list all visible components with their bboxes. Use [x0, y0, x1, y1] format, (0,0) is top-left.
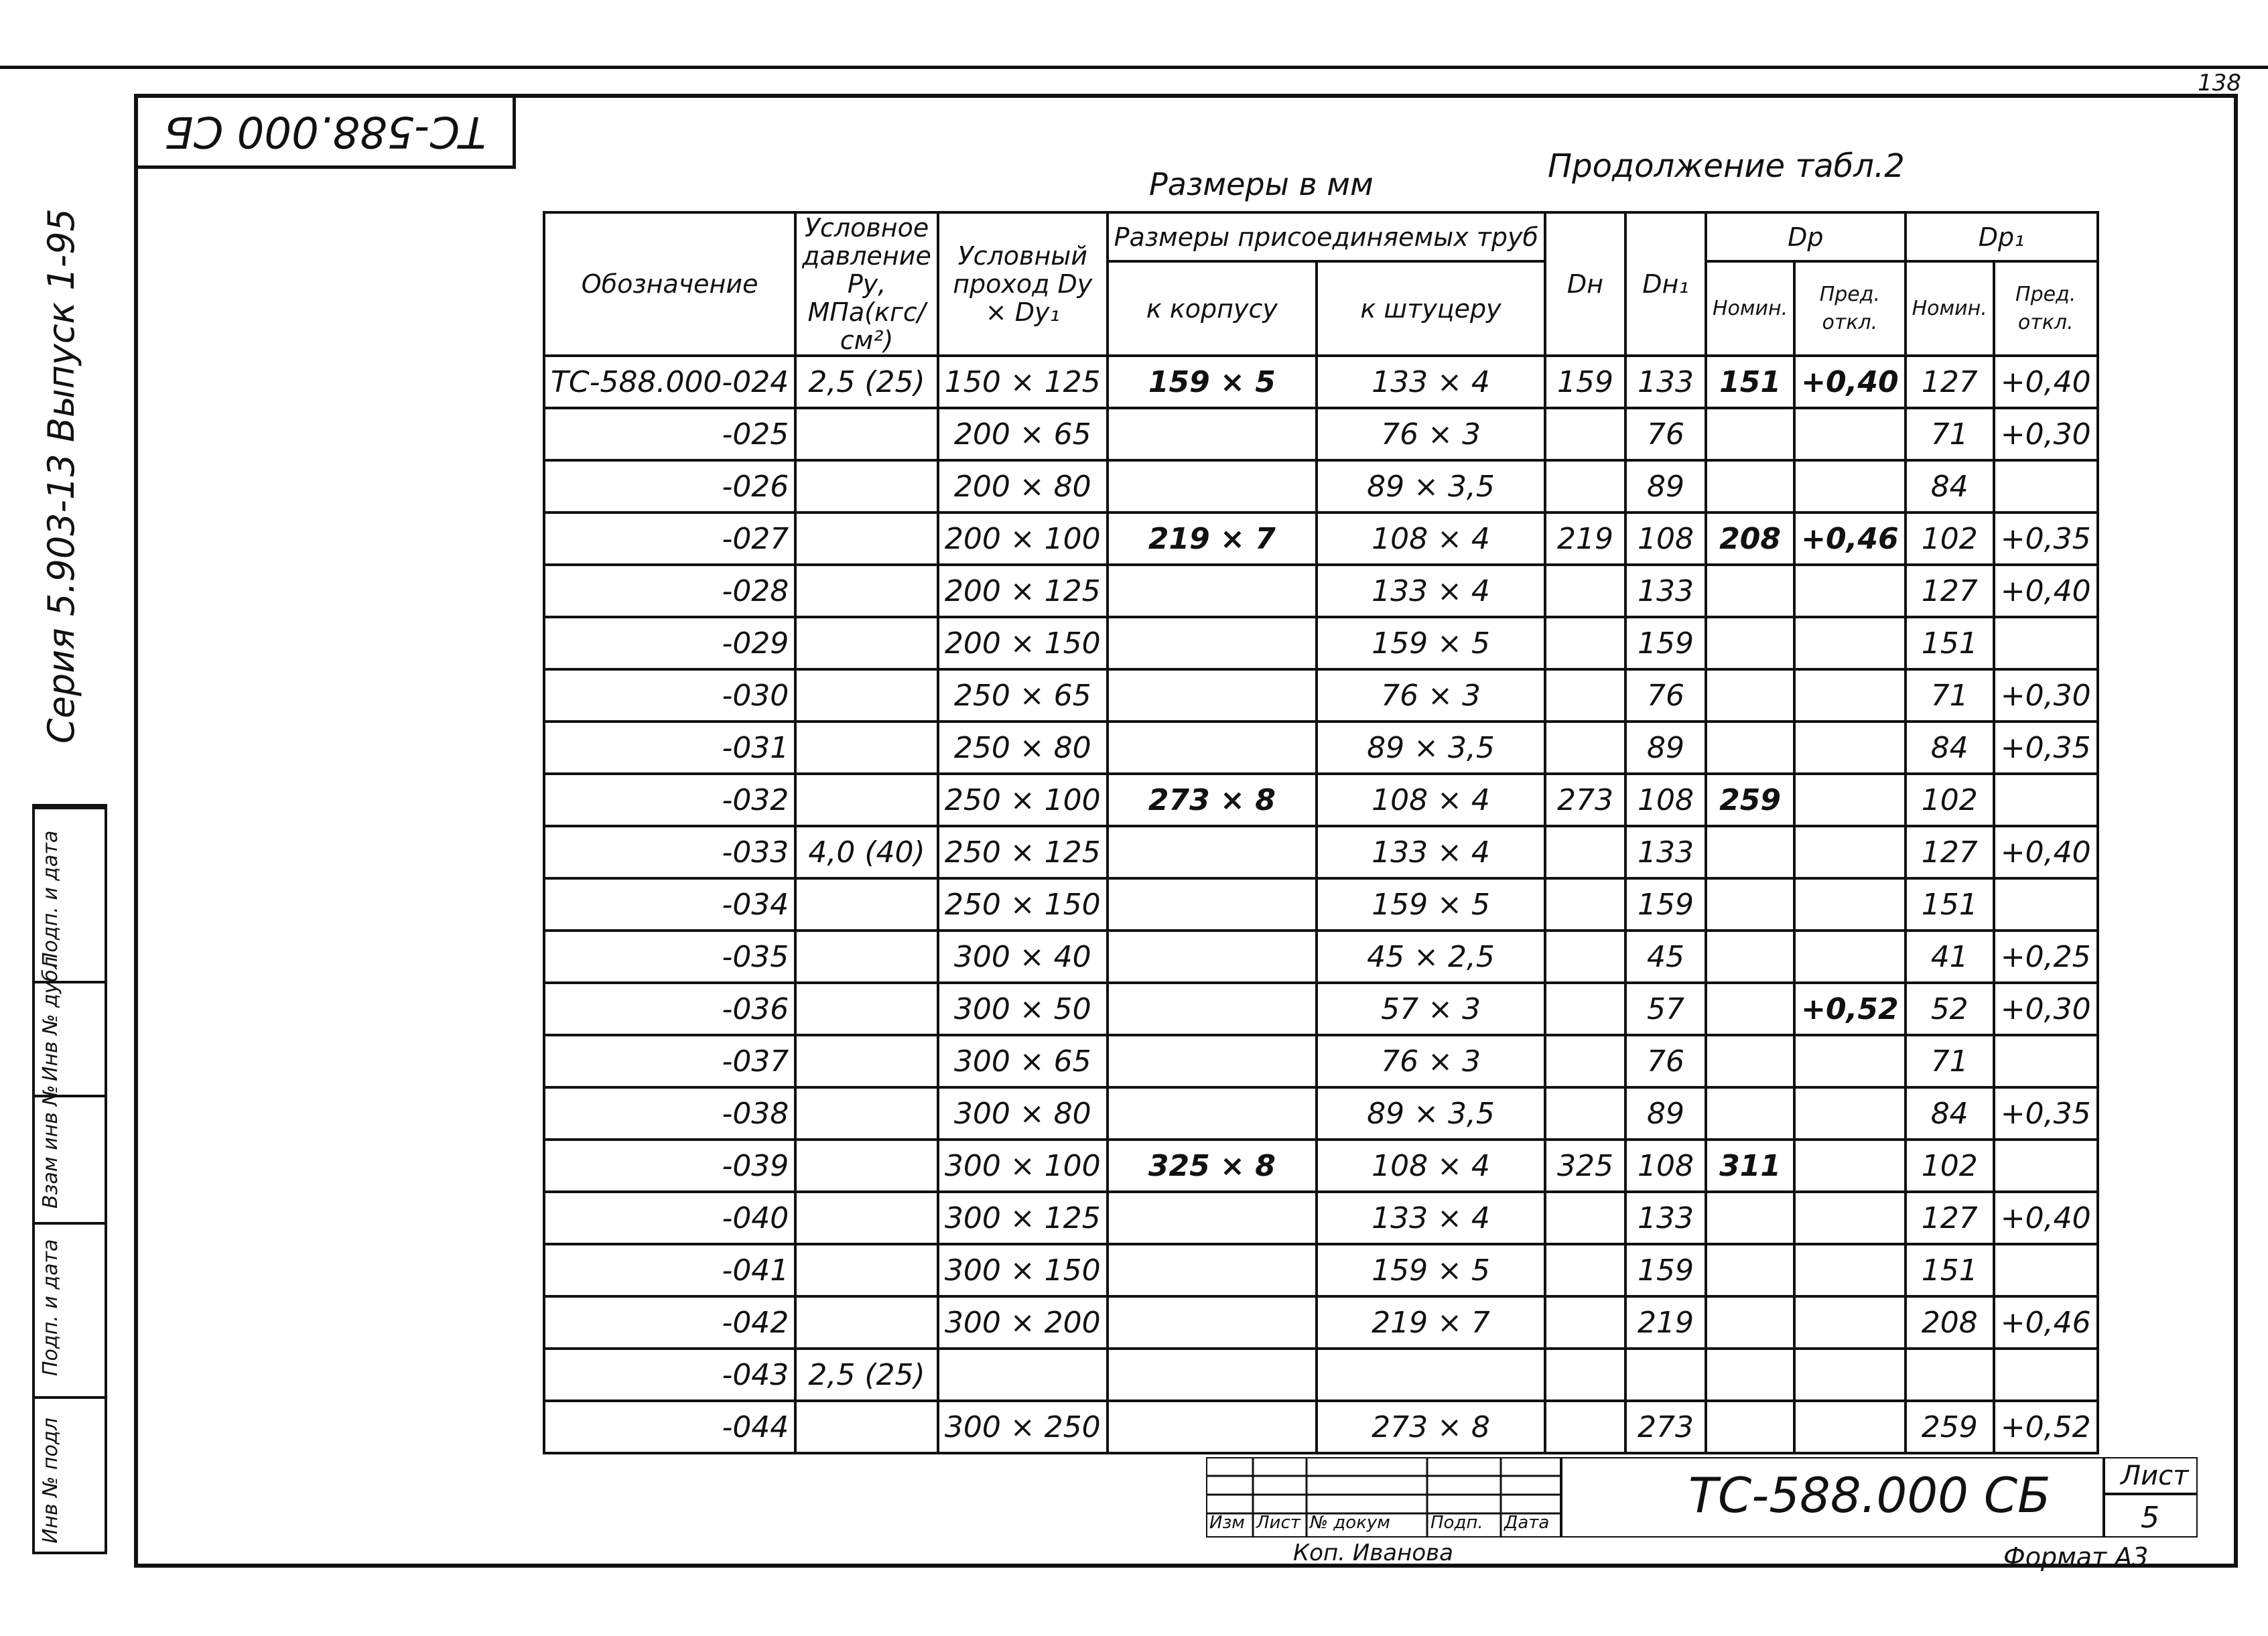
cell-des: -041: [544, 1244, 795, 1296]
cell-des: -029: [544, 617, 795, 669]
cell-dp: [1706, 617, 1794, 669]
cell-fit: 159 × 5: [1317, 617, 1545, 669]
cell-des: -031: [544, 722, 795, 774]
inverted-stamp: ТС-588.000 СБ: [134, 94, 516, 169]
cell-dptol: [1794, 1401, 1905, 1453]
cell-dp1: 84: [1906, 722, 1994, 774]
table-row: [544, 1140, 2098, 1192]
cell-des: -042: [544, 1296, 795, 1349]
cell-body: [1108, 408, 1317, 460]
cell-dp1tol: [1994, 774, 2098, 826]
cell-des: -039: [544, 1140, 795, 1192]
cell-pass: 200 × 150: [938, 617, 1108, 669]
cell-pass: 250 × 100: [938, 774, 1108, 826]
cell-dptol: [1794, 460, 1905, 513]
col-dp1: Dр₁: [1906, 212, 2098, 261]
table-row: [544, 774, 2098, 826]
cell-dp: [1706, 983, 1794, 1035]
cell-p: [795, 722, 938, 774]
cell-dp1tol: [1994, 1035, 2098, 1087]
cell-dn: [1545, 565, 1625, 617]
series-label: Серия 5.903-13 Выпуск 1-95: [40, 208, 82, 744]
cell-dp: [1706, 460, 1794, 513]
cell-dn1: 159: [1625, 1244, 1706, 1296]
cell-dn1: 76: [1625, 408, 1706, 460]
cell-fit: 76 × 3: [1317, 408, 1545, 460]
cell-pass: 250 × 125: [938, 826, 1108, 878]
cell-dp: [1706, 1401, 1794, 1453]
cell-dp1: 127: [1906, 565, 1994, 617]
cell-des: ТС-588.000-024: [544, 356, 795, 408]
col-body: к корпусу: [1108, 261, 1317, 356]
table-row: [544, 408, 2098, 460]
table-row: [544, 722, 2098, 774]
cell-fit: 159 × 5: [1317, 878, 1545, 931]
cell-body: 325 × 8: [1108, 1140, 1317, 1192]
cell-fit: 89 × 3,5: [1317, 1087, 1545, 1140]
cell-des: -028: [544, 565, 795, 617]
cell-p: [795, 774, 938, 826]
cell-dp1tol: +0,25: [1994, 931, 2098, 983]
table-row: [544, 878, 2098, 931]
cell-dn: [1545, 669, 1625, 722]
cell-dptol: [1794, 1296, 1905, 1349]
cell-dn1: 133: [1625, 826, 1706, 878]
strip-label: Подп. и дата: [39, 830, 62, 967]
cell-body: [1108, 878, 1317, 931]
cell-dp: [1706, 1192, 1794, 1244]
cell-pass: 250 × 150: [938, 878, 1108, 931]
cell-dp1: 84: [1906, 1087, 1994, 1140]
table-row: [544, 669, 2098, 722]
cell-dp1tol: +0,30: [1994, 983, 2098, 1035]
table-row: [544, 1296, 2098, 1349]
cell-dp1tol: [1994, 1349, 2098, 1401]
cell-fit: 133 × 4: [1317, 826, 1545, 878]
cell-pass: 200 × 125: [938, 565, 1108, 617]
cell-des: -038: [544, 1087, 795, 1140]
cell-body: [1108, 1035, 1317, 1087]
cell-body: [1108, 1401, 1317, 1453]
cell-p: [795, 513, 938, 565]
col-dn: Dн: [1545, 212, 1625, 356]
cell-dp1tol: +0,30: [1994, 669, 2098, 722]
cell-dp1: 84: [1906, 460, 1994, 513]
cell-pass: [938, 1349, 1108, 1401]
cell-dptol: +0,46: [1794, 513, 1905, 565]
cell-dp1tol: [1994, 878, 2098, 931]
cell-p: [795, 669, 938, 722]
cell-des: -025: [544, 408, 795, 460]
cell-dptol: [1794, 669, 1905, 722]
cell-p: [795, 878, 938, 931]
cell-dp1: 151: [1906, 617, 1994, 669]
cell-body: [1108, 1244, 1317, 1296]
cell-body: 273 × 8: [1108, 774, 1317, 826]
cell-dp1tol: +0,40: [1994, 826, 2098, 878]
cell-dp1tol: +0,46: [1994, 1296, 2098, 1349]
col-pressure: Условное давление Ру, МПа(кгс/см²): [795, 212, 938, 356]
cell-fit: 57 × 3: [1317, 983, 1545, 1035]
units-note: Размеры в мм: [1149, 166, 1374, 202]
cell-pass: 300 × 40: [938, 931, 1108, 983]
cell-dptol: [1794, 565, 1905, 617]
cell-des: -033: [544, 826, 795, 878]
cell-pass: 300 × 200: [938, 1296, 1108, 1349]
cell-dn1: 89: [1625, 1087, 1706, 1140]
cell-des: -035: [544, 931, 795, 983]
cell-dp: 259: [1706, 774, 1794, 826]
sheet-label: Лист: [2121, 1460, 2189, 1491]
cell-dp1tol: +0,35: [1994, 1087, 2098, 1140]
cell-dp: [1706, 565, 1794, 617]
cell-dptol: [1794, 1087, 1905, 1140]
col-fitting: к штуцеру: [1317, 261, 1545, 356]
cell-body: [1108, 1349, 1317, 1401]
cell-p: [795, 1035, 938, 1087]
strip-label: Инв № дубл: [39, 956, 62, 1081]
cell-p: [795, 931, 938, 983]
cell-dp1: 71: [1906, 408, 1994, 460]
cell-body: [1108, 565, 1317, 617]
cell-p: [795, 1244, 938, 1296]
cell-dn: 159: [1545, 356, 1625, 408]
cell-p: [795, 617, 938, 669]
cell-dp: [1706, 722, 1794, 774]
cell-dp: 151: [1706, 356, 1794, 408]
strip-label: Подп. и дата: [39, 1239, 62, 1376]
cell-dptol: [1794, 774, 1905, 826]
cell-dn: [1545, 408, 1625, 460]
cell-dn: [1545, 1296, 1625, 1349]
cell-des: -043: [544, 1349, 795, 1401]
col-designation: Обозначение: [544, 212, 795, 356]
cell-body: [1108, 1192, 1317, 1244]
cell-body: 219 × 7: [1108, 513, 1317, 565]
cell-dn1: 76: [1625, 669, 1706, 722]
copied-by: Коп. Иванова: [1293, 1540, 1453, 1566]
cell-dp1: 151: [1906, 1244, 1994, 1296]
cell-dp: [1706, 1349, 1794, 1401]
cell-p: [795, 983, 938, 1035]
sheet-number: 5: [2141, 1501, 2159, 1535]
cell-p: [795, 1192, 938, 1244]
doc-title: ТС-588.000 СБ: [1688, 1467, 2051, 1523]
cell-pass: 300 × 250: [938, 1401, 1108, 1453]
cell-pass: 200 × 100: [938, 513, 1108, 565]
cell-des: -040: [544, 1192, 795, 1244]
cell-fit: 76 × 3: [1317, 669, 1545, 722]
cell-fit: 89 × 3,5: [1317, 460, 1545, 513]
cell-dp1: 102: [1906, 513, 1994, 565]
cell-dp1: 102: [1906, 1140, 1994, 1192]
cell-body: [1108, 617, 1317, 669]
cell-dn: [1545, 1087, 1625, 1140]
cell-dp: [1706, 1087, 1794, 1140]
col-dp-tol: Пред. откл.: [1794, 261, 1905, 356]
cell-dn: [1545, 931, 1625, 983]
cell-dp1: 71: [1906, 1035, 1994, 1087]
cell-dn1: 133: [1625, 1192, 1706, 1244]
cell-des: -034: [544, 878, 795, 931]
cell-dn: [1545, 460, 1625, 513]
cell-dp1tol: +0,30: [1994, 408, 2098, 460]
table-row: [544, 460, 2098, 513]
table-row: [544, 356, 2098, 408]
cell-body: [1108, 826, 1317, 878]
cell-dn: [1545, 983, 1625, 1035]
cell-des: -030: [544, 669, 795, 722]
cell-p: [795, 1140, 938, 1192]
cell-dn1: [1625, 1349, 1706, 1401]
cell-dp1: [1906, 1349, 1994, 1401]
cell-dp: [1706, 1035, 1794, 1087]
cell-dp: [1706, 1244, 1794, 1296]
cell-fit: 45 × 2,5: [1317, 931, 1545, 983]
cell-dp1tol: +0,52: [1994, 1401, 2098, 1453]
cell-fit: 76 × 3: [1317, 1035, 1545, 1087]
cell-dn1: 108: [1625, 1140, 1706, 1192]
cell-fit: 108 × 4: [1317, 1140, 1545, 1192]
cell-des: -032: [544, 774, 795, 826]
cell-pass: 250 × 80: [938, 722, 1108, 774]
cell-dn1: 108: [1625, 513, 1706, 565]
cell-dptol: [1794, 408, 1905, 460]
cell-fit: 133 × 4: [1317, 356, 1545, 408]
table-row: [544, 1035, 2098, 1087]
cell-dptol: [1794, 1192, 1905, 1244]
cell-pass: 300 × 100: [938, 1140, 1108, 1192]
cell-dp1tol: [1994, 460, 2098, 513]
cell-dp1tol: [1994, 617, 2098, 669]
cell-pass: 200 × 65: [938, 408, 1108, 460]
col-dp1-nom: Номин.: [1906, 261, 1994, 356]
cell-dp1tol: +0,40: [1994, 1192, 2098, 1244]
cell-p: 2,5 (25): [795, 1349, 938, 1401]
cell-p: [795, 1296, 938, 1349]
cell-dn: [1545, 878, 1625, 931]
cell-p: [795, 460, 938, 513]
cell-dn1: 89: [1625, 460, 1706, 513]
sign-label: Подп.: [1430, 1513, 1483, 1533]
cell-fit: 159 × 5: [1317, 1244, 1545, 1296]
cell-dn: [1545, 1401, 1625, 1453]
cell-dptol: [1794, 1349, 1905, 1401]
left-strip: [32, 804, 107, 1554]
cell-p: 4,0 (40): [795, 826, 938, 878]
cell-dp1: 127: [1906, 1192, 1994, 1244]
sign-label: Дата: [1504, 1513, 1550, 1533]
cell-dn: 273: [1545, 774, 1625, 826]
table-row: [544, 513, 2098, 565]
sign-label: № докум: [1310, 1513, 1390, 1533]
table-row: [544, 565, 2098, 617]
cell-dptol: [1794, 826, 1905, 878]
cell-dp: [1706, 931, 1794, 983]
cell-dn1: 57: [1625, 983, 1706, 1035]
cell-dn1: 273: [1625, 1401, 1706, 1453]
cell-dn: [1545, 1192, 1625, 1244]
cell-body: [1108, 1087, 1317, 1140]
col-passage: Условный проход Dy × Dy₁: [938, 212, 1108, 356]
cell-dn: [1545, 826, 1625, 878]
cell-dn1: 45: [1625, 931, 1706, 983]
cell-dn: [1545, 1349, 1625, 1401]
cell-fit: [1317, 1349, 1545, 1401]
cell-dp: [1706, 1296, 1794, 1349]
cell-dp1tol: +0,40: [1994, 356, 2098, 408]
sign-labels: [1209, 1513, 1558, 1533]
col-dn1: Dн₁: [1625, 212, 1706, 356]
col-dp1-tol: Пред. откл.: [1994, 261, 2098, 356]
cell-dp1tol: [1994, 1244, 2098, 1296]
cell-dn1: 89: [1625, 722, 1706, 774]
cell-des: -026: [544, 460, 795, 513]
cell-dp1: 102: [1906, 774, 1994, 826]
cell-dp1: 127: [1906, 356, 1994, 408]
table-row: [544, 983, 2098, 1035]
cell-dptol: [1794, 1244, 1905, 1296]
cell-dp1: 71: [1906, 669, 1994, 722]
cell-body: [1108, 931, 1317, 983]
table-row: [544, 617, 2098, 669]
sign-label: Лист: [1256, 1513, 1300, 1533]
cell-dptol: [1794, 1140, 1905, 1192]
cell-dp: 208: [1706, 513, 1794, 565]
cell-dp1: 259: [1906, 1401, 1994, 1453]
cell-pass: 150 × 125: [938, 356, 1108, 408]
cell-fit: 219 × 7: [1317, 1296, 1545, 1349]
cell-dn1: 159: [1625, 617, 1706, 669]
cell-body: [1108, 1296, 1317, 1349]
page-number: 138: [2198, 70, 2241, 96]
sign-label: Изм: [1209, 1513, 1245, 1533]
cell-body: [1108, 722, 1317, 774]
cell-dn: [1545, 617, 1625, 669]
col-dp-nom: Номин.: [1706, 261, 1794, 356]
cell-dp1: 52: [1906, 983, 1994, 1035]
cell-fit: 273 × 8: [1317, 1401, 1545, 1453]
cell-dn1: 108: [1625, 774, 1706, 826]
cell-dp: [1706, 878, 1794, 931]
cell-pass: 300 × 50: [938, 983, 1108, 1035]
cell-dp1: 208: [1906, 1296, 1994, 1349]
cell-fit: 133 × 4: [1317, 565, 1545, 617]
cell-des: -044: [544, 1401, 795, 1453]
format-label: Формат А3: [2003, 1542, 2149, 1572]
cell-dn1: 76: [1625, 1035, 1706, 1087]
col-dp: Dр: [1706, 212, 1906, 261]
cell-pass: 300 × 150: [938, 1244, 1108, 1296]
cell-dptol: [1794, 878, 1905, 931]
table-row: [544, 1244, 2098, 1296]
cell-dptol: +0,52: [1794, 983, 1905, 1035]
cell-dn: [1545, 1244, 1625, 1296]
strip-label: Взам инв №: [39, 1085, 62, 1209]
col-pipes: Размеры присоединяемых труб: [1108, 212, 1545, 261]
cell-dp1: 127: [1906, 826, 1994, 878]
table-row: [544, 931, 2098, 983]
cell-dptol: [1794, 931, 1905, 983]
cell-dn1: 159: [1625, 878, 1706, 931]
cell-dp1tol: [1994, 1140, 2098, 1192]
table-row: [544, 1087, 2098, 1140]
cell-dn: [1545, 1035, 1625, 1087]
cell-des: -027: [544, 513, 795, 565]
cell-body: [1108, 669, 1317, 722]
cell-dn1: 133: [1625, 356, 1706, 408]
cell-dp1: 41: [1906, 931, 1994, 983]
cell-pass: 300 × 80: [938, 1087, 1108, 1140]
cell-dn: 325: [1545, 1140, 1625, 1192]
table-row: [544, 1401, 2098, 1453]
cell-p: [795, 565, 938, 617]
strip-label: Инв № подл: [39, 1418, 62, 1544]
cell-dp: [1706, 669, 1794, 722]
spec-table: [543, 211, 2099, 1454]
cell-pass: 250 × 65: [938, 669, 1108, 722]
cell-body: [1108, 460, 1317, 513]
cell-dp1: 151: [1906, 878, 1994, 931]
cell-fit: 133 × 4: [1317, 1192, 1545, 1244]
cell-body: 159 × 5: [1108, 356, 1317, 408]
continuation-note: Продолжение табл.2: [1548, 147, 1905, 185]
cell-dp: [1706, 408, 1794, 460]
cell-p: [795, 1401, 938, 1453]
cell-dp: 311: [1706, 1140, 1794, 1192]
cell-body: [1108, 983, 1317, 1035]
top-rule: [0, 66, 2268, 69]
cell-fit: 108 × 4: [1317, 513, 1545, 565]
cell-dp1tol: +0,35: [1994, 722, 2098, 774]
cell-dn: 219: [1545, 513, 1625, 565]
cell-dp: [1706, 826, 1794, 878]
cell-fit: 89 × 3,5: [1317, 722, 1545, 774]
cell-dptol: [1794, 722, 1905, 774]
cell-dn: [1545, 722, 1625, 774]
cell-p: [795, 408, 938, 460]
cell-dn1: 219: [1625, 1296, 1706, 1349]
cell-p: [795, 1087, 938, 1140]
cell-des: -036: [544, 983, 795, 1035]
cell-dn1: 133: [1625, 565, 1706, 617]
cell-dp1tol: +0,40: [1994, 565, 2098, 617]
cell-p: 2,5 (25): [795, 356, 938, 408]
cell-pass: 200 × 80: [938, 460, 1108, 513]
cell-dp1tol: +0,35: [1994, 513, 2098, 565]
table-row: [544, 1192, 2098, 1244]
table-row: [544, 1349, 2098, 1401]
cell-pass: 300 × 125: [938, 1192, 1108, 1244]
cell-dptol: [1794, 617, 1905, 669]
cell-des: -037: [544, 1035, 795, 1087]
cell-pass: 300 × 65: [938, 1035, 1108, 1087]
table-row: [544, 826, 2098, 878]
cell-fit: 108 × 4: [1317, 774, 1545, 826]
cell-dptol: [1794, 1035, 1905, 1087]
cell-dptol: +0,40: [1794, 356, 1905, 408]
